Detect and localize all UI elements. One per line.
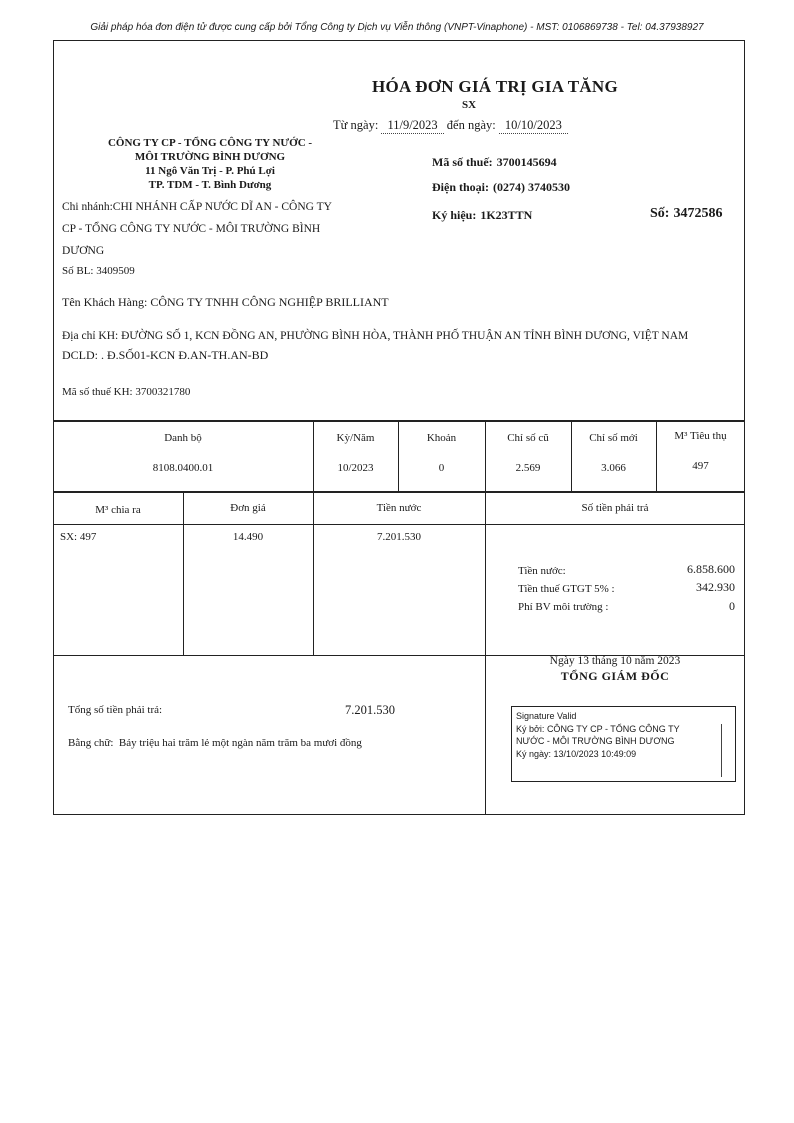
rule-col bbox=[313, 491, 314, 656]
env-fee-value: 0 bbox=[729, 599, 735, 613]
seller-tax-code: Mã số thuế: 3700145694 bbox=[432, 155, 557, 169]
env-fee-label: Phí BV môi trường : bbox=[518, 601, 609, 613]
rule-table-top bbox=[53, 420, 745, 422]
signature-valid: Signature Valid bbox=[516, 711, 577, 721]
water-value: 6.858.600 bbox=[687, 562, 735, 576]
vat-label: Tiền thuế GTGT 5% : bbox=[518, 583, 615, 595]
hdr-amount-due: Số tiền phải trả bbox=[581, 502, 649, 514]
total-label: Tổng số tiền phải trả: bbox=[68, 704, 163, 716]
signature-inner-rule bbox=[511, 724, 722, 777]
company-line-3: 11 Ngô Văn Trị - P. Phú Lợi bbox=[145, 165, 275, 177]
digital-signature-box: Signature Valid Ký bởi: CÔNG TY CP - TỔNG CÔNG TY NƯỚC - MÔI TRƯỜNG BÌNH DƯƠNG Ký ngày: 13/10/2023 10:49:09 bbox=[511, 706, 736, 782]
val-khoan: 0 bbox=[438, 462, 445, 474]
to-date: 10/10/2023 bbox=[499, 118, 568, 134]
invoice-symbol: SX bbox=[462, 99, 477, 111]
seller-company bbox=[90, 136, 330, 192]
customer-address: Địa chỉ KH: ĐƯỜNG SỐ 1, KCN ĐỒNG AN, PHƯỜNG BÌNH HÒA, THÀNH PHỐ THUẬN AN TỈNH BÌNH DƯƠNG, VIỆT NAM bbox=[62, 330, 689, 342]
branch-line-1: CHI NHÁNH CẤP NƯỚC DĨ AN - CÔNG TY bbox=[112, 201, 332, 213]
invoice-period bbox=[333, 118, 568, 134]
company-line-2: MÔI TRƯỜNG BÌNH DƯƠNG bbox=[134, 151, 286, 163]
hdr-new-index: Chỉ số mới bbox=[589, 432, 638, 444]
val-new-index: 3.066 bbox=[601, 462, 626, 474]
rule-col bbox=[485, 420, 486, 492]
rule-col bbox=[398, 420, 399, 492]
from-label: Từ ngày: bbox=[333, 118, 379, 132]
to-label: đến ngày: bbox=[446, 118, 496, 132]
branch-block bbox=[62, 196, 352, 262]
val-old-index: 2.569 bbox=[515, 462, 541, 474]
signed-at: 13/10/2023 10:49:09 bbox=[553, 748, 637, 759]
hdr-unit-price: Đơn giá bbox=[230, 502, 266, 514]
branch-line-2: CP - TỔNG CÔNG TY NƯỚC - MÔI TRƯỜNG BÌNH bbox=[62, 223, 321, 235]
signer-line-2: NƯỚC - MÔI TRƯỜNG BÌNH DƯƠNG bbox=[516, 736, 675, 746]
hdr-khoan: Khoản bbox=[426, 432, 457, 444]
total-value: 7.201.530 bbox=[345, 703, 395, 717]
customer-dcld: DCLD: . Đ.SỐ01-KCN Đ.AN-TH.AN-BD bbox=[62, 348, 269, 362]
from-date: 11/9/2023 bbox=[381, 118, 443, 134]
seller-phone: Điện thoại: (0274) 3740530 bbox=[432, 180, 570, 194]
vat-value: 342.930 bbox=[696, 580, 735, 594]
val-consumption: 497 bbox=[692, 460, 709, 472]
hdr-old-index: Chỉ số cũ bbox=[507, 432, 549, 444]
company-line-1: CÔNG TY CP - TỔNG CÔNG TY NƯỚC - bbox=[107, 137, 313, 149]
rule-col bbox=[485, 491, 486, 815]
customer-name: Tên Khách Hàng: CÔNG TY TNHH CÔNG NGHIỆP BRILLIANT bbox=[62, 295, 389, 309]
branch-line-3: DƯƠNG bbox=[62, 245, 105, 257]
company-line-4: TP. TDM - T. Bình Dương bbox=[148, 179, 272, 191]
invoice-title: HÓA ĐƠN GIÁ TRỊ GIA TĂNG bbox=[371, 77, 619, 96]
customer-tax-code: Mã số thuế KH: 3700321780 bbox=[62, 386, 191, 398]
branch-label: Chi nhánh: bbox=[62, 201, 113, 213]
provider-line: Giải pháp hóa đơn điện tử được cung cấp bởi Tổng Công ty Dịch vụ Viễn thông (VNPT-Vinaphone) - MST: 0106869738 - Tel: 04.37938927 bbox=[90, 22, 704, 33]
rule-col bbox=[183, 491, 184, 656]
invoice-number: Số: 3472586 bbox=[650, 206, 723, 221]
sign-date: Ngày 13 tháng 10 năm 2023 bbox=[549, 655, 681, 667]
signer-line-1: CÔNG TY CP - TỔNG CÔNG TY bbox=[546, 723, 680, 734]
hdr-ky-nam: Kỳ/Năm bbox=[336, 432, 375, 444]
water-label: Tiền nước: bbox=[518, 565, 566, 577]
row-unit-price: 14.490 bbox=[232, 531, 264, 543]
hdr-water-amount: Tiền nước bbox=[376, 502, 422, 514]
rule-charge-header bbox=[53, 524, 745, 525]
rule-col bbox=[313, 420, 314, 492]
hdr-danh-bo: Danh bộ bbox=[164, 432, 202, 444]
hdr-m3-split: M³ chia ra bbox=[95, 504, 141, 516]
rule-col bbox=[571, 420, 572, 492]
rule-reading-bottom bbox=[53, 491, 745, 493]
bl-number: Số BL: 3409509 bbox=[62, 265, 135, 277]
invoice-serial: Ký hiệu: 1K23TTN bbox=[432, 208, 533, 222]
amount-in-words: Bằng chữ: Bảy triệu hai trăm lẻ một ngàn năm trăm ba mươi đồng bbox=[68, 737, 362, 749]
sign-role: TỔNG GIÁM ĐỐC bbox=[560, 669, 670, 683]
hdr-consumption: M³ Tiêu thụ bbox=[674, 430, 727, 442]
row-m3-split: SX: 497 bbox=[60, 531, 97, 543]
val-ky-nam: 10/2023 bbox=[337, 462, 374, 474]
val-danh-bo: 8108.0400.01 bbox=[152, 462, 214, 474]
row-water-amount: 7.201.530 bbox=[377, 531, 421, 543]
